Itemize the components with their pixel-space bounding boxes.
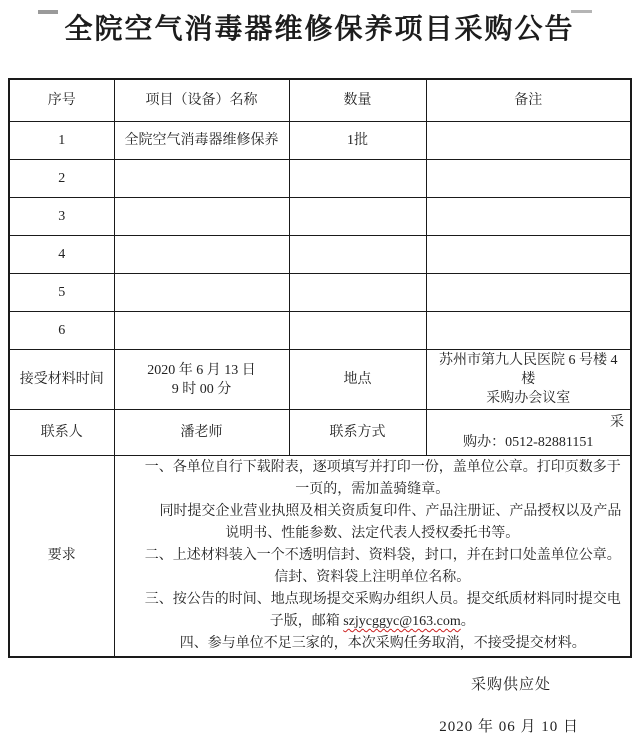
cell-item-name: [114, 274, 289, 312]
cell-seq: 5: [9, 274, 114, 312]
header-quantity: 数量: [289, 79, 426, 122]
table-row: [9, 274, 631, 312]
cell-seq: 3: [9, 198, 114, 236]
cell-item-name: 全院空气消毒器维修保养: [114, 122, 289, 160]
material-date: 2020 年 6 月 13 日: [147, 362, 256, 378]
table-row: [9, 236, 631, 274]
procurement-table: [8, 78, 632, 658]
header-seq: 序号: [9, 79, 114, 122]
cell-quantity: 1批: [289, 122, 426, 160]
place-label: 地点: [289, 350, 426, 410]
contact-label: 联系人: [9, 410, 114, 456]
page-title: 全院空气消毒器维修保养项目采购公告: [64, 14, 575, 45]
contact-method-label: 联系方式: [289, 410, 426, 456]
cell-quantity: [289, 198, 426, 236]
requirement-paragraph-4-text: 三、按公告的时间、地点现场提交采购办组织人员。提交纸质材料同时提交电子版，邮箱: [144, 592, 621, 629]
cell-seq: 2: [9, 160, 114, 198]
requirement-paragraph-5: 四、参与单位不足三家的，本次采购任务取消，不接受提交材料。: [179, 636, 586, 651]
requirements-row: [9, 456, 631, 658]
table-row: [9, 198, 631, 236]
header-remark: 备注: [426, 79, 631, 122]
contact-phone-wrap-top: 采: [610, 414, 624, 430]
requirements-label: 要求: [9, 456, 114, 658]
email-address: szjycggyc@163.com: [343, 614, 461, 629]
contact-phone: [426, 410, 631, 456]
cell-remark: [426, 236, 631, 274]
contact-row: [9, 410, 631, 456]
place-address: 苏州市第九人民医院 6 号楼 4 楼: [439, 353, 618, 387]
requirement-paragraph-4: [119, 589, 627, 633]
cell-seq: 4: [9, 236, 114, 274]
material-clock: 9 时 00 分: [171, 381, 232, 397]
contact-name: 潘老师: [114, 410, 289, 456]
cell-item-name: [114, 312, 289, 350]
cell-remark: [426, 122, 631, 160]
cell-remark: [426, 160, 631, 198]
header-item-name: 项目（设备）名称: [114, 79, 289, 122]
place-value: [426, 350, 631, 410]
table-row: [9, 122, 631, 160]
material-time-row: [9, 350, 631, 410]
material-time-value: [114, 350, 289, 410]
cell-quantity: [289, 236, 426, 274]
scan-artifact-top-right: [571, 10, 592, 13]
requirement-paragraph-4-tail: 。: [460, 614, 475, 629]
issue-date: 2020 年 06 月 10 日: [439, 719, 579, 735]
issuing-department: 采购供应处: [470, 677, 551, 693]
scan-artifact-top-left: [38, 10, 58, 14]
material-time-label: 接受材料时间: [9, 350, 114, 410]
requirements-text: [114, 456, 631, 658]
cell-quantity: [289, 312, 426, 350]
cell-quantity: [289, 274, 426, 312]
cell-remark: [426, 198, 631, 236]
scanned-procurement-announcement: [0, 10, 639, 735]
cell-item-name: [114, 236, 289, 274]
cell-item-name: [114, 198, 289, 236]
requirement-paragraph-3: 二、上述材料装入一个不透明信封、资料袋，封口，并在封口处盖单位公章。信封、资料袋上注明单位名称。: [144, 548, 621, 585]
cell-remark: [426, 312, 631, 350]
table-row: [9, 160, 631, 198]
cell-item-name: [114, 160, 289, 198]
cell-seq: 1: [9, 122, 114, 160]
table-row: [9, 312, 631, 350]
contact-phone-wrap-bottom: 购办：0512-82881151: [463, 434, 594, 450]
cell-remark: [426, 274, 631, 312]
cell-seq: 6: [9, 312, 114, 350]
requirement-paragraph-2: 同时提交企业营业执照及相关资质复印件、产品注册证、产品授权以及产品说明书、性能参数、法定代表人授权委托书等。: [159, 504, 622, 541]
requirement-paragraph-1: 一、各单位自行下载附表，逐项填写并打印一份，盖单位公章。打印页数多于一页的，需加盖骑缝章。: [144, 460, 621, 497]
place-room: 采购办会议室: [486, 391, 571, 406]
table-header-row: [9, 79, 631, 122]
cell-quantity: [289, 160, 426, 198]
